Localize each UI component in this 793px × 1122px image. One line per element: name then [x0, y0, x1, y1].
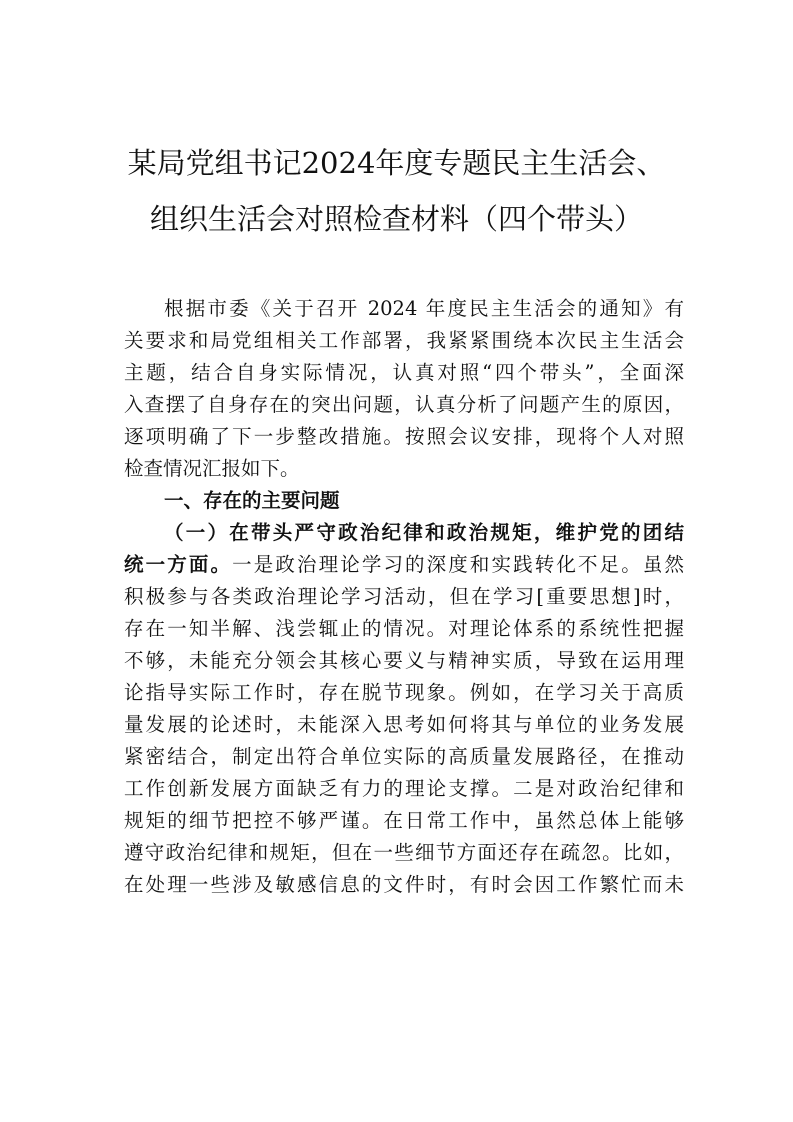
document-title-line-2: 组织生活会对照检查材料（四个带头）	[149, 202, 643, 236]
body-line: 不够，未能充分领会其核心要义与精神实质，导致在运用理	[124, 649, 684, 672]
intro-line: 入查摆了自身存在的突出问题，认真分析了问题产生的原因，	[124, 393, 684, 416]
intro-line: 根据市委《关于召开 2024 年度民主生活会的通知》有	[164, 297, 684, 320]
section-heading: 一、存在的主要问题	[164, 489, 340, 512]
body-line: 论指导实际工作时，存在脱节现象。例如，在学习关于高质	[124, 681, 684, 704]
subsection-heading-end: 统一方面。	[124, 553, 233, 576]
subsection-line	[124, 549, 684, 581]
body-line: 量发展的论述时，未能深入思考如何将其与单位的业务发展	[124, 713, 684, 736]
body-line: 规矩的细节把控不够严谨。在日常工作中，虽然总体上能够	[124, 809, 684, 832]
intro-line: 关要求和局党组相关工作部署，我紧紧围绕本次民主生活会	[124, 329, 684, 352]
body-line: 遵守政治纪律和规矩，但在一些细节方面还存在疏忽。比如，	[124, 841, 684, 864]
intro-line: 逐项明确了下一步整改措施。按照会议安排，现将个人对照	[124, 425, 684, 448]
intro-line: 主题，结合自身实际情况，认真对照“四个带头”，全面深	[124, 361, 684, 384]
body-line: 紧密结合，制定出符合单位实际的高质量发展路径，在推动	[124, 745, 684, 768]
intro-line: 检查情况汇报如下。	[124, 457, 300, 480]
subsection-heading: （一）在带头严守政治纪律和政治规矩，维护党的团结	[164, 521, 684, 544]
body-line: 在处理一些涉及敏感信息的文件时，有时会因工作繁忙而未	[124, 873, 684, 896]
document-title-line-1: 某局党组书记2024年度专题民主生活会、	[127, 146, 666, 180]
body-text: 一是政治理论学习的深度和实践转化不足。虽然	[232, 553, 684, 576]
body-line: 工作创新发展方面缺乏有力的理论支撑。二是对政治纪律和	[124, 777, 684, 800]
body-line: 积极参与各类政治理论学习活动，但在学习[重要思想]时，	[124, 585, 684, 608]
body-line: 存在一知半解、浅尝辄止的情况。对理论体系的系统性把握	[124, 617, 684, 640]
